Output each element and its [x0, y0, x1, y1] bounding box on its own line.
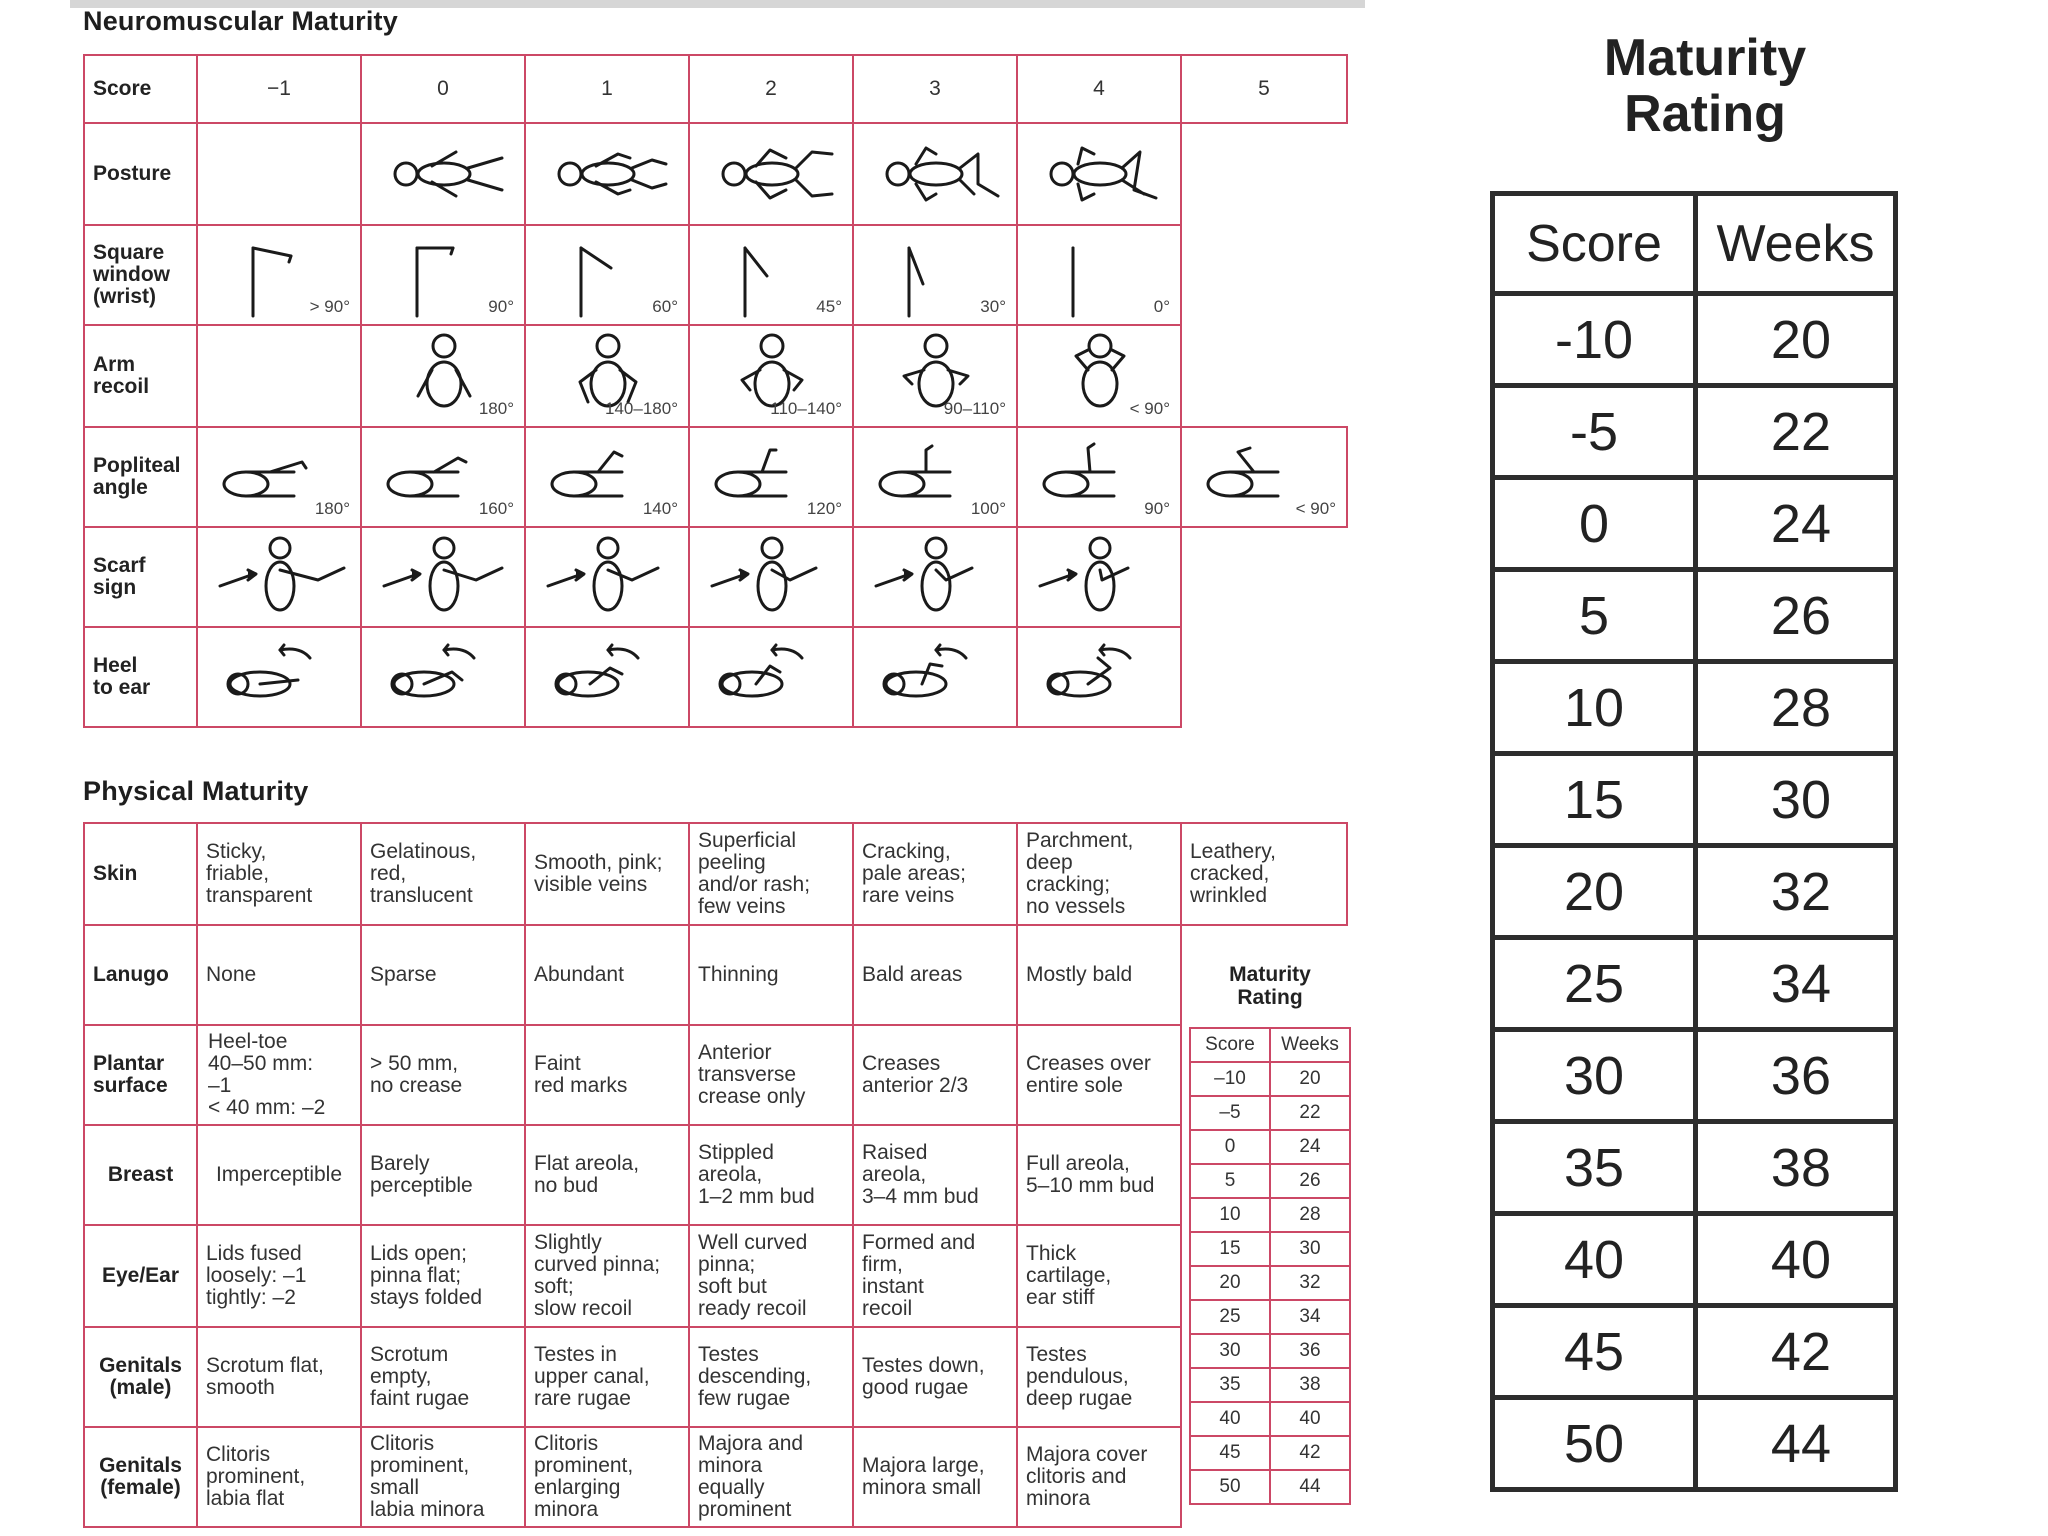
nm-score-row [84, 55, 1347, 123]
heel-to-ear-figure-3 [690, 628, 854, 728]
big-mr-row [1493, 1398, 1896, 1490]
nm-label-arm-recoil: Arm recoil [84, 325, 197, 427]
angle-label: 180° [314, 499, 350, 518]
small-mr-weeks: 20 [1270, 1062, 1350, 1096]
big-mr-weeks: 24 [1696, 478, 1896, 570]
nm-label-popliteal-angle: Popliteal angle [84, 427, 197, 527]
big-mr-row [1493, 386, 1896, 478]
big-mr-row [1493, 1214, 1896, 1306]
big-mr-weeks: 42 [1696, 1306, 1896, 1398]
scarf-sign-figure-4 [854, 528, 1018, 628]
big-mr-row [1493, 754, 1896, 846]
nm-label-square-window: Square window (wrist) [84, 225, 197, 325]
nm-cell-square-window-6 [1181, 225, 1347, 325]
angle-label: 100° [970, 499, 1006, 518]
small-mr-score: 10 [1190, 1198, 1270, 1232]
small-mr-weeks: 26 [1270, 1164, 1350, 1198]
big-mr-row [1493, 938, 1896, 1030]
nm-score-2: 1 [525, 55, 689, 123]
big-mr-score: 45 [1493, 1306, 1696, 1398]
big-mr-score: 35 [1493, 1122, 1696, 1214]
nm-label-heel-to-ear: Heel to ear [84, 627, 197, 727]
angle-label: 45° [816, 297, 842, 316]
nm-cell-scarf-sign-2 [525, 527, 689, 627]
small-mr-weeks: 42 [1270, 1436, 1350, 1470]
small-mr-score: 20 [1190, 1266, 1270, 1300]
big-mr-weeks: 44 [1696, 1398, 1896, 1490]
pm-cell: Clitoris prominent, labia flat [197, 1427, 361, 1527]
pm-row-3 [84, 1125, 1347, 1225]
nm-cell-square-window-3 [689, 225, 853, 325]
angle-label: 30° [980, 297, 1006, 316]
physical-table [83, 822, 1348, 1528]
heel-to-ear-figure-0 [198, 628, 362, 728]
nm-cell-popliteal-angle-4 [853, 427, 1017, 527]
nm-cell-scarf-sign-0 [197, 527, 361, 627]
maturity-rating-table [1490, 191, 1898, 1492]
nm-cell-posture-2 [525, 123, 689, 225]
big-mr-header-cell: Score [1493, 194, 1696, 294]
nm-cell-arm-recoil-5 [1017, 325, 1181, 427]
big-mr-score: 15 [1493, 754, 1696, 846]
big-mr-score: 40 [1493, 1214, 1696, 1306]
small-maturity-rating-title: Maturity Rating [1229, 963, 1311, 1009]
small-mr-score: –10 [1190, 1062, 1270, 1096]
pm-cell: Anterior transverse crease only [689, 1025, 853, 1125]
nm-cell-posture-1 [361, 123, 525, 225]
small-mr-row [1190, 1232, 1350, 1266]
small-mr-row [1190, 1368, 1350, 1402]
pm-cell: Slightly curved pinna; soft; slow recoil [525, 1225, 689, 1327]
small-mr-row [1190, 1436, 1350, 1470]
small-mr-header [1190, 1028, 1350, 1062]
pm-label: Breast [84, 1125, 197, 1225]
small-mr-row [1190, 1266, 1350, 1300]
big-mr-weeks: 26 [1696, 570, 1896, 662]
scarf-sign-figure-1 [362, 528, 526, 628]
nm-cell-square-window-1 [361, 225, 525, 325]
big-mr-row [1493, 1306, 1896, 1398]
small-mr-score: 0 [1190, 1130, 1270, 1164]
pm-label: Genitals (male) [84, 1327, 197, 1427]
small-mr-weeks: 28 [1270, 1198, 1350, 1232]
small-mr-row [1190, 1402, 1350, 1436]
big-mr-header [1493, 194, 1896, 294]
small-mr-score: 40 [1190, 1402, 1270, 1436]
pm-cell: Flat areola, no bud [525, 1125, 689, 1225]
pm-cell: Stippled areola, 1–2 mm bud [689, 1125, 853, 1225]
small-mr-row [1190, 1334, 1350, 1368]
small-mr-header-cell: Score [1190, 1028, 1270, 1062]
posture-figure-1 [362, 124, 526, 226]
big-mr-score: 0 [1493, 478, 1696, 570]
big-mr-weeks: 32 [1696, 846, 1896, 938]
physical-title: Physical Maturity [83, 776, 309, 806]
big-mr-weeks: 28 [1696, 662, 1896, 754]
pm-row-5 [84, 1327, 1347, 1427]
small-maturity-rating-table [1189, 1027, 1351, 1505]
pm-label: Genitals (female) [84, 1427, 197, 1527]
pm-cell: Cracking, pale areas; rare veins [853, 823, 1017, 925]
pm-row-4 [84, 1225, 1347, 1327]
nm-cell-popliteal-angle-5 [1017, 427, 1181, 527]
small-mr-row [1190, 1062, 1350, 1096]
pm-cell: Full areola, 5–10 mm bud [1017, 1125, 1181, 1225]
small-mr-weeks: 34 [1270, 1300, 1350, 1334]
nm-cell-arm-recoil-4 [853, 325, 1017, 427]
pm-cell: Raised areola, 3–4 mm bud [853, 1125, 1017, 1225]
pm-cell: Mostly bald [1017, 925, 1181, 1025]
nm-row-heel-to-ear [84, 627, 1347, 727]
nm-cell-heel-to-ear-2 [525, 627, 689, 727]
nm-row-posture [84, 123, 1347, 225]
nm-cell-popliteal-angle-2 [525, 427, 689, 527]
nm-cell-heel-to-ear-6 [1181, 627, 1347, 727]
nm-cell-square-window-5 [1017, 225, 1181, 325]
small-mr-score: 50 [1190, 1470, 1270, 1504]
nm-cell-heel-to-ear-0 [197, 627, 361, 727]
pm-cell: Heel-toe 40–50 mm: –1 < 40 mm: –2 [197, 1025, 361, 1125]
small-mr-weeks: 32 [1270, 1266, 1350, 1300]
nm-cell-heel-to-ear-1 [361, 627, 525, 727]
pm-cell: Formed and firm, instant recoil [853, 1225, 1017, 1327]
nm-cell-scarf-sign-5 [1017, 527, 1181, 627]
big-mr-score: 25 [1493, 938, 1696, 1030]
nm-score-0: −1 [197, 55, 361, 123]
nm-cell-arm-recoil-3 [689, 325, 853, 427]
heel-to-ear-figure-5 [1018, 628, 1182, 728]
posture-figure-2 [526, 124, 690, 226]
angle-label: 120° [806, 499, 842, 518]
nm-cell-heel-to-ear-3 [689, 627, 853, 727]
nm-score-label: Score [84, 55, 197, 123]
angle-label: < 90° [1129, 399, 1170, 418]
pm-cell: Abundant [525, 925, 689, 1025]
small-mr-weeks: 30 [1270, 1232, 1350, 1266]
pm-cell: Superficial peeling and/or rash; few veins [689, 823, 853, 925]
pm-cell: Lids open; pinna flat; stays folded [361, 1225, 525, 1327]
maturity-rating-title: Maturity Rating [1603, 29, 1807, 143]
angle-label: 160° [478, 499, 514, 518]
nm-cell-heel-to-ear-4 [853, 627, 1017, 727]
nm-cell-square-window-0 [197, 225, 361, 325]
nm-cell-popliteal-angle-3 [689, 427, 853, 527]
nm-cell-arm-recoil-2 [525, 325, 689, 427]
big-mr-row [1493, 846, 1896, 938]
big-mr-row [1493, 1122, 1896, 1214]
nm-score-3: 2 [689, 55, 853, 123]
pm-cell: Smooth, pink; visible veins [525, 823, 689, 925]
big-mr-score: -10 [1493, 294, 1696, 386]
nm-cell-square-window-4 [853, 225, 1017, 325]
pm-cell: Imperceptible [197, 1125, 361, 1225]
pm-cell: Majora large, minora small [853, 1427, 1017, 1527]
big-mr-header-cell: Weeks [1696, 194, 1896, 294]
small-mr-score: 45 [1190, 1436, 1270, 1470]
angle-label: 180° [478, 399, 514, 418]
pm-cell: Leathery, cracked, wrinkled [1181, 823, 1347, 925]
nm-row-square-window [84, 225, 1347, 325]
pm-label: Skin [84, 823, 197, 925]
small-mr-weeks: 22 [1270, 1096, 1350, 1130]
nm-cell-popliteal-angle-6 [1181, 427, 1347, 527]
small-mr-weeks: 36 [1270, 1334, 1350, 1368]
angle-label: > 90° [309, 297, 350, 316]
nm-label-scarf-sign: Scarf sign [84, 527, 197, 627]
big-mr-weeks: 22 [1696, 386, 1896, 478]
angle-label: < 90° [1295, 499, 1336, 518]
pm-label: Eye/Ear [84, 1225, 197, 1327]
pm-cell: Majora cover clitoris and minora [1017, 1427, 1181, 1527]
big-mr-score: 50 [1493, 1398, 1696, 1490]
big-mr-weeks: 36 [1696, 1030, 1896, 1122]
angle-label: 0° [1153, 297, 1170, 316]
pm-cell: Lids fused loosely: –1 tightly: –2 [197, 1225, 361, 1327]
small-mr-weeks: 40 [1270, 1402, 1350, 1436]
small-mr-row [1190, 1096, 1350, 1130]
pm-label: Plantar surface [84, 1025, 197, 1125]
scarf-sign-figure-5 [1018, 528, 1182, 628]
angle-label: 110–140° [770, 399, 842, 418]
pm-cell: Faint red marks [525, 1025, 689, 1125]
small-mr-weeks: 24 [1270, 1130, 1350, 1164]
pm-cell: Creases over entire sole [1017, 1025, 1181, 1125]
angle-label: 90° [488, 297, 514, 316]
pm-row-2 [84, 1025, 1347, 1125]
nm-cell-posture-6 [1181, 123, 1347, 225]
heel-to-ear-figure-1 [362, 628, 526, 728]
angle-label: 140–180° [605, 399, 678, 418]
pm-cell: Clitoris prominent, enlarging minora [525, 1427, 689, 1527]
pm-cell: Gelatinous, red, translucent [361, 823, 525, 925]
angle-label: 90–110° [943, 399, 1006, 418]
nm-cell-heel-to-ear-5 [1017, 627, 1181, 727]
pm-cell: Clitoris prominent, small labia minora [361, 1427, 525, 1527]
angle-label: 140° [642, 499, 678, 518]
nm-cell-arm-recoil-0 [197, 325, 361, 427]
small-mr-row [1190, 1164, 1350, 1198]
big-mr-weeks: 40 [1696, 1214, 1896, 1306]
small-mr-row [1190, 1470, 1350, 1504]
nm-cell-arm-recoil-6 [1181, 325, 1347, 427]
nm-cell-scarf-sign-6 [1181, 527, 1347, 627]
neuromuscular-table [83, 54, 1348, 728]
nm-cell-scarf-sign-4 [853, 527, 1017, 627]
big-mr-weeks: 38 [1696, 1122, 1896, 1214]
small-mr-score: 15 [1190, 1232, 1270, 1266]
posture-figure-4 [854, 124, 1018, 226]
nm-row-scarf-sign [84, 527, 1347, 627]
angle-label: 60° [652, 297, 678, 316]
pm-cell: > 50 mm, no crease [361, 1025, 525, 1125]
pm-cell: Testes in upper canal, rare rugae [525, 1327, 689, 1427]
big-mr-row [1493, 478, 1896, 570]
pm-cell: Testes down, good rugae [853, 1327, 1017, 1427]
big-mr-weeks: 30 [1696, 754, 1896, 846]
nm-score-6: 5 [1181, 55, 1347, 123]
posture-figure-5 [1018, 124, 1182, 226]
scarf-sign-figure-2 [526, 528, 690, 628]
nm-cell-posture-5 [1017, 123, 1181, 225]
big-mr-score: 30 [1493, 1030, 1696, 1122]
neuromuscular-title: Neuromuscular Maturity [83, 6, 398, 36]
big-mr-row [1493, 294, 1896, 386]
nm-cell-scarf-sign-1 [361, 527, 525, 627]
nm-cell-square-window-2 [525, 225, 689, 325]
nm-score-4: 3 [853, 55, 1017, 123]
small-mr-score: –5 [1190, 1096, 1270, 1130]
nm-cell-scarf-sign-3 [689, 527, 853, 627]
big-mr-row [1493, 570, 1896, 662]
small-mr-row [1190, 1130, 1350, 1164]
pm-cell: Scrotum flat, smooth [197, 1327, 361, 1427]
big-mr-score: -5 [1493, 386, 1696, 478]
pm-cell: Testes descending, few rugae [689, 1327, 853, 1427]
small-mr-score: 35 [1190, 1368, 1270, 1402]
nm-row-popliteal-angle [84, 427, 1347, 527]
pm-cell: Well curved pinna; soft but ready recoil [689, 1225, 853, 1327]
pm-cell: Sticky, friable, transparent [197, 823, 361, 925]
big-mr-weeks: 34 [1696, 938, 1896, 1030]
big-mr-score: 10 [1493, 662, 1696, 754]
small-mr-row [1190, 1198, 1350, 1232]
small-mr-weeks: 44 [1270, 1470, 1350, 1504]
small-mr-score: 30 [1190, 1334, 1270, 1368]
pm-label: Lanugo [84, 925, 197, 1025]
angle-label: 90° [1144, 499, 1170, 518]
pm-row-0 [84, 823, 1347, 925]
pm-cell: None [197, 925, 361, 1025]
big-mr-row [1493, 1030, 1896, 1122]
small-mr-row [1190, 1300, 1350, 1334]
big-mr-weeks: 20 [1696, 294, 1896, 386]
pm-cell: Thinning [689, 925, 853, 1025]
pm-cell: Barely perceptible [361, 1125, 525, 1225]
nm-cell-posture-0 [197, 123, 361, 225]
nm-label-posture: Posture [84, 123, 197, 225]
nm-cell-popliteal-angle-0 [197, 427, 361, 527]
nm-cell-popliteal-angle-1 [361, 427, 525, 527]
pm-cell: Sparse [361, 925, 525, 1025]
nm-score-1: 0 [361, 55, 525, 123]
pm-cell: Thick cartilage, ear stiff [1017, 1225, 1181, 1327]
small-mr-score: 25 [1190, 1300, 1270, 1334]
pm-cell: Creases anterior 2/3 [853, 1025, 1017, 1125]
scarf-sign-figure-3 [690, 528, 854, 628]
pm-cell: Majora and minora equally prominent [689, 1427, 853, 1527]
big-mr-score: 5 [1493, 570, 1696, 662]
nm-cell-arm-recoil-1 [361, 325, 525, 427]
small-mr-weeks: 38 [1270, 1368, 1350, 1402]
nm-cell-posture-4 [853, 123, 1017, 225]
nm-cell-posture-3 [689, 123, 853, 225]
nm-row-arm-recoil [84, 325, 1347, 427]
big-mr-row [1493, 662, 1896, 754]
small-mr-header-cell: Weeks [1270, 1028, 1350, 1062]
small-mr-score: 5 [1190, 1164, 1270, 1198]
pm-cell: Testes pendulous, deep rugae [1017, 1327, 1181, 1427]
pm-row-6 [84, 1427, 1347, 1527]
heel-to-ear-figure-4 [854, 628, 1018, 728]
pm-cell: Parchment, deep cracking; no vessels [1017, 823, 1181, 925]
pm-row-1 [84, 925, 1347, 1025]
posture-figure-3 [690, 124, 854, 226]
pm-cell: Bald areas [853, 925, 1017, 1025]
heel-to-ear-figure-2 [526, 628, 690, 728]
big-mr-score: 20 [1493, 846, 1696, 938]
scarf-sign-figure-0 [198, 528, 362, 628]
nm-score-5: 4 [1017, 55, 1181, 123]
pm-cell: Scrotum empty, faint rugae [361, 1327, 525, 1427]
